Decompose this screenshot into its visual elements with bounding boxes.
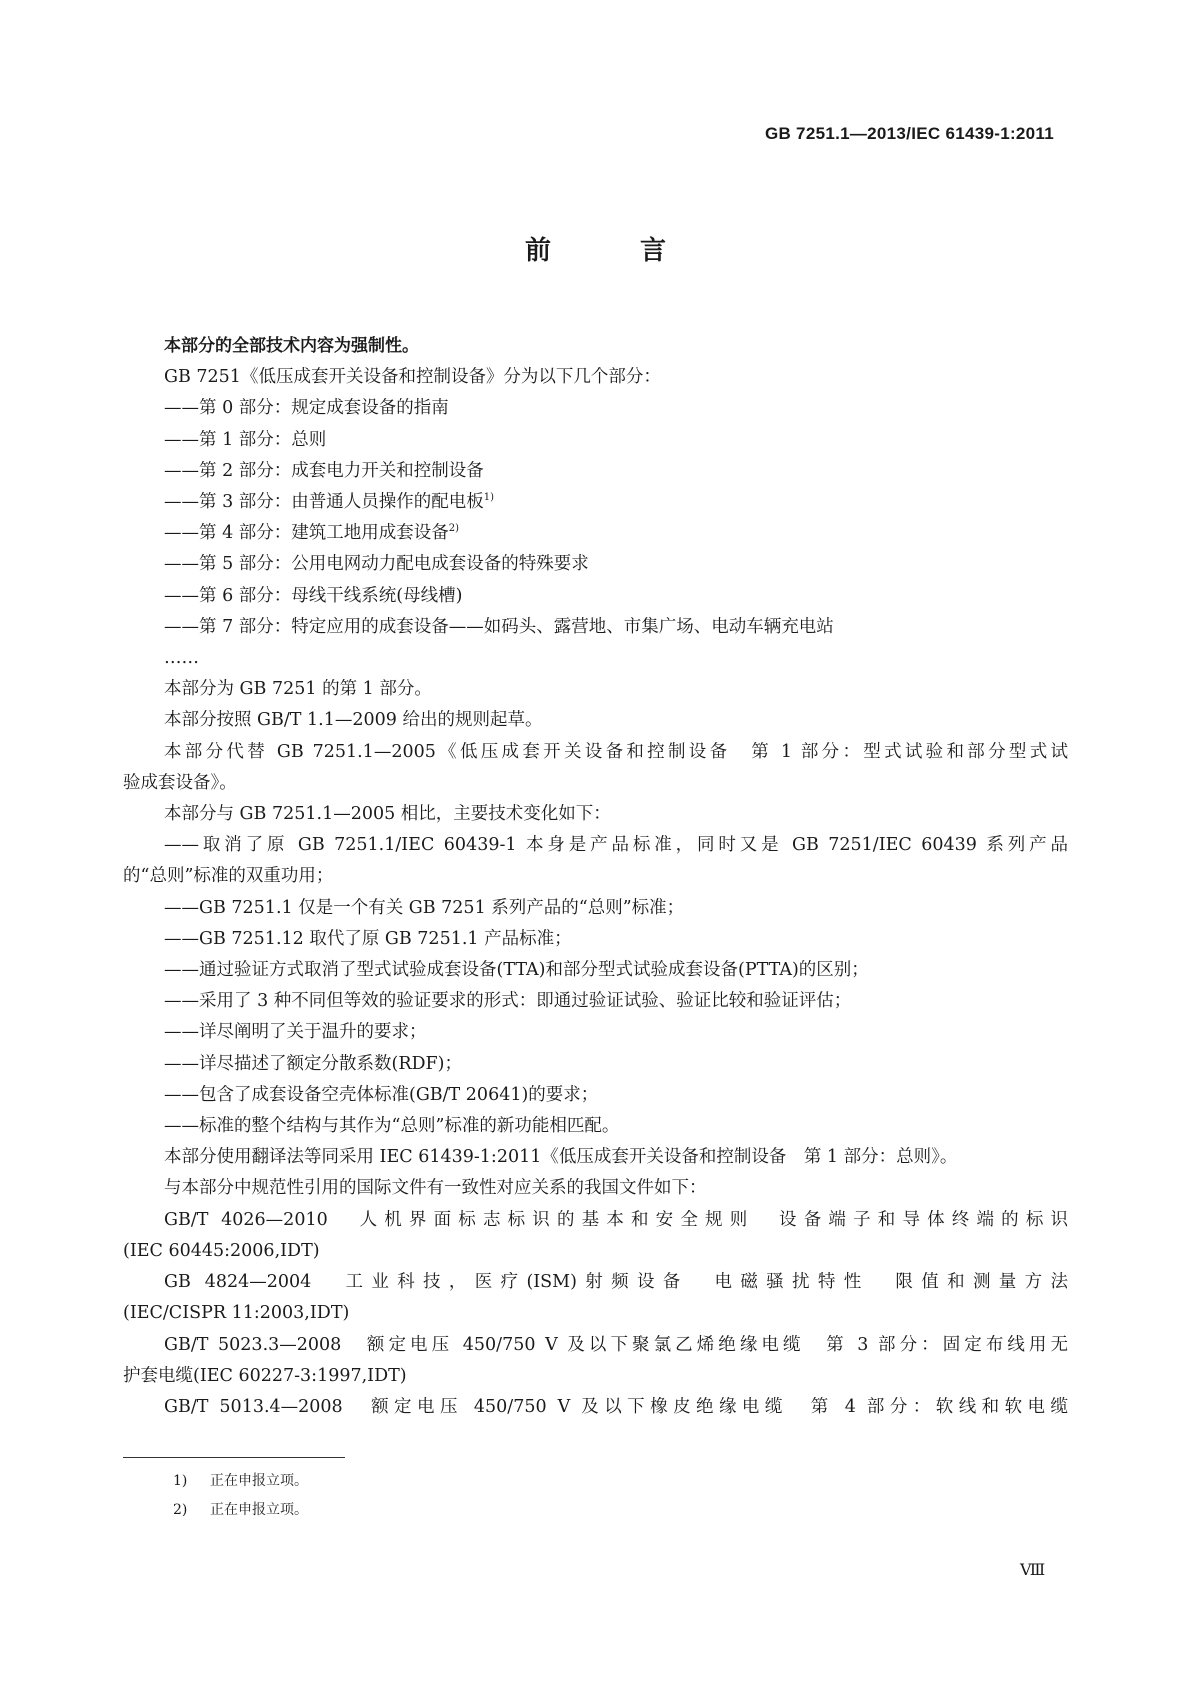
change-item: ——GB 7251.1 仅是一个有关 GB 7251 系列产品的“总则”标准； <box>164 897 685 918</box>
paragraph-changes-intro: 本部分与 GB 7251.1—2005 相比，主要技术变化如下： <box>164 804 611 825</box>
part-list-item: ——第 2 部分：成套电力开关和控制设备 <box>164 460 484 481</box>
change-item: ——通过验证方式取消了型式试验成套设备(TTA)和部分型式试验成套设备(PTTA)的区别； <box>164 960 869 981</box>
change-item: ——GB 7251.12 取代了原 GB 7251.1 产品标准； <box>164 928 572 949</box>
page-title: 前 言 <box>524 236 707 266</box>
change-item: ——详尽描述了额定分散系数(RDF)； <box>164 1053 463 1074</box>
part-list-item: ——第 3 部分：由普通人员操作的配电板$^{1)}$ <box>164 492 495 513</box>
footnote-ref-2: 2) <box>448 523 460 535</box>
change-item: ——包含了成套设备空壳体标准(GB/T 20641)的要求； <box>164 1084 599 1105</box>
reference-entry-line2: (IEC 60445:2006,IDT) <box>123 1240 320 1261</box>
paragraph-drafting: 本部分按照 GB/T 1.1—2009 给出的规则起草。 <box>164 710 543 731</box>
part-list-item: ——第 1 部分：总则 <box>164 429 327 450</box>
footnote-item: 2) 正在申报立项。 <box>173 1502 308 1518</box>
paragraph-references-intro: 与本部分中规范性引用的国际文件有一致性对应关系的我国文件如下： <box>164 1178 707 1199</box>
page-number: Ⅷ <box>1020 1560 1046 1579</box>
change-item: ——标准的整个结构与其作为“总则”标准的新功能相匹配。 <box>164 1116 620 1137</box>
paragraph-adoption: 本部分使用翻译法等同采用 IEC 61439-1:2011《低压成套开关设备和控制设备 第 1 部分：总则》。 <box>164 1147 958 1168</box>
ellipsis: …… <box>164 648 199 669</box>
change-item-line2: 的“总则”标准的双重功用； <box>123 866 334 887</box>
parts-intro: GB 7251《低压成套开关设备和控制设备》分为以下几个部分： <box>164 367 661 388</box>
footnote-ref-1: 1) <box>483 492 495 504</box>
reference-entry-line1: GB/T 4026—2010 人机界面标志标识的基本和安全规则 设备端子和导体终端的标识 <box>164 1209 1068 1230</box>
paragraph-part1: 本部分为 GB 7251 的第 1 部分。 <box>164 679 432 700</box>
reference-entry-line1: GB/T 5013.4—2008 额定电压 450/750 V 及以下橡皮绝缘电缆 第 4 部分：软线和软电缆 <box>164 1396 1068 1417</box>
part-list-item: ——第 7 部分：特定应用的成套设备——如码头、露营地、市集广场、电动车辆充电站 <box>164 616 834 637</box>
footnote-divider <box>123 1457 345 1458</box>
reference-entry-line2: (IEC/CISPR 11:2003,IDT) <box>123 1303 350 1324</box>
standard-number-header: GB 7251.1—2013/IEC 61439-1:2011 <box>764 124 1054 143</box>
part-list-item: ——第 6 部分：母线干线系统(母线槽) <box>164 585 463 606</box>
paragraph-replace-line2: 验成套设备》。 <box>123 772 237 793</box>
change-item-line1: ——取消了原 GB 7251.1/IEC 60439-1 本身是产品标准，同时又是 GB 7251/IEC 60439 系列产品 <box>164 835 1068 856</box>
reference-entry-line1: GB 4824—2004 工业科技，医疗(ISM)射频设备 电磁骚扰特性 限值和测量方法 <box>164 1272 1068 1293</box>
part-list-item: ——第 4 部分：建筑工地用成套设备$^{2)}$ <box>164 523 460 544</box>
change-item: ——详尽阐明了关于温升的要求； <box>164 1022 427 1043</box>
reference-entry-line1: GB/T 5023.3—2008 额定电压 450/750 V 及以下聚氯乙烯绝缘电缆 第 3 部分：固定布线用无 <box>164 1334 1068 1355</box>
part-list-item: ——第 5 部分：公用电网动力配电成套设备的特殊要求 <box>164 554 589 575</box>
footnote-item: 1) 正在申报立项。 <box>173 1473 308 1489</box>
foreword-body <box>123 331 1068 1423</box>
paragraph-replace-line1: 本部分代替 GB 7251.1—2005《低压成套开关设备和控制设备 第 1 部分：型式试验和部分型式试 <box>164 741 1068 762</box>
mandatory-note: 本部分的全部技术内容为强制性。 <box>164 336 419 356</box>
part-list-item: ——第 0 部分：规定成套设备的指南 <box>164 398 449 419</box>
footnotes <box>173 1467 308 1525</box>
change-item: ——采用了 3 种不同但等效的验证要求的形式：即通过验证试验、验证比较和验证评估； <box>164 991 852 1012</box>
reference-entry-line2: 护套电缆(IEC 60227-3:1997,IDT) <box>123 1365 407 1386</box>
